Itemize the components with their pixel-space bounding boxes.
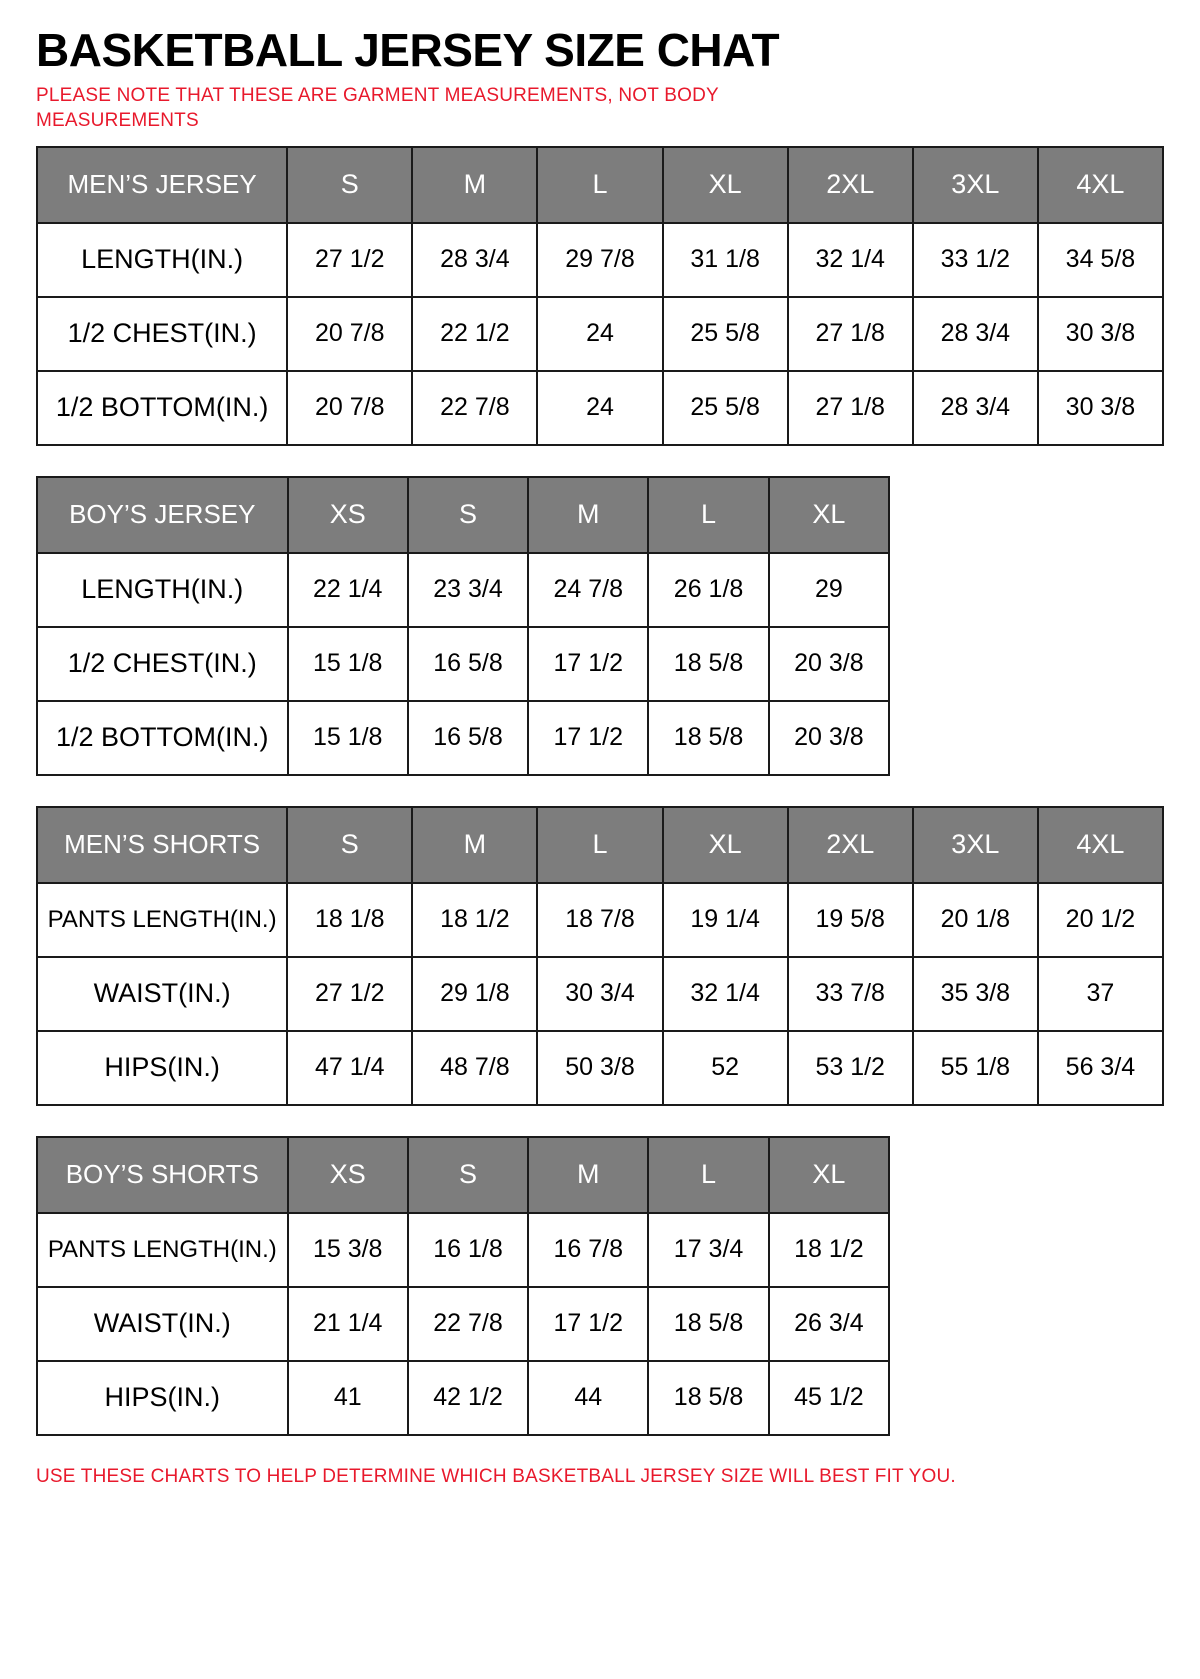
table-corner-label: BOY’S JERSEY bbox=[37, 477, 288, 553]
column-header-size: 4XL bbox=[1038, 807, 1163, 883]
cell-value: 16 7/8 bbox=[528, 1213, 648, 1287]
cell-value: 42 1/2 bbox=[408, 1361, 528, 1435]
cell-value: 26 3/4 bbox=[769, 1287, 889, 1361]
column-header-size: M bbox=[412, 147, 537, 223]
cell-value: 31 1/8 bbox=[663, 223, 788, 297]
row-label: WAIST(IN.) bbox=[37, 957, 287, 1031]
table-row bbox=[37, 883, 1163, 957]
cell-value: 18 5/8 bbox=[648, 627, 768, 701]
cell-value: 22 1/4 bbox=[288, 553, 408, 627]
column-header-size: 3XL bbox=[913, 147, 1038, 223]
cell-value: 32 1/4 bbox=[663, 957, 788, 1031]
column-header-size: XL bbox=[769, 1137, 889, 1213]
cell-value: 32 1/4 bbox=[788, 223, 913, 297]
table-row bbox=[37, 627, 889, 701]
table-row bbox=[37, 957, 1163, 1031]
cell-value: 27 1/2 bbox=[287, 223, 412, 297]
column-header-size: XL bbox=[663, 807, 788, 883]
cell-value: 16 1/8 bbox=[408, 1213, 528, 1287]
table-mens-shorts bbox=[36, 806, 1164, 1106]
table-row bbox=[37, 223, 1163, 297]
column-header-size: L bbox=[537, 807, 662, 883]
table-row bbox=[37, 1287, 889, 1361]
cell-value: 18 1/8 bbox=[287, 883, 412, 957]
cell-value: 48 7/8 bbox=[412, 1031, 537, 1105]
column-header-size: XL bbox=[769, 477, 889, 553]
cell-value: 53 1/2 bbox=[788, 1031, 913, 1105]
table-boys-jersey bbox=[36, 476, 890, 776]
cell-value: 16 5/8 bbox=[408, 627, 528, 701]
cell-value: 18 1/2 bbox=[769, 1213, 889, 1287]
cell-value: 30 3/4 bbox=[537, 957, 662, 1031]
table-row bbox=[37, 371, 1163, 445]
column-header-size: M bbox=[528, 1137, 648, 1213]
cell-value: 29 bbox=[769, 553, 889, 627]
table-row bbox=[37, 1031, 1163, 1105]
cell-value: 52 bbox=[663, 1031, 788, 1105]
cell-value: 21 1/4 bbox=[288, 1287, 408, 1361]
cell-value: 17 1/2 bbox=[528, 1287, 648, 1361]
measurement-note: PLEASE NOTE THAT THESE ARE GARMENT MEASUREMENTS, NOT BODY MEASUREMENTS bbox=[36, 85, 719, 131]
cell-value: 33 7/8 bbox=[788, 957, 913, 1031]
cell-value: 15 1/8 bbox=[288, 701, 408, 775]
column-header-size: L bbox=[648, 1137, 768, 1213]
cell-value: 20 7/8 bbox=[287, 371, 412, 445]
table-header-row bbox=[37, 477, 889, 553]
cell-value: 18 1/2 bbox=[412, 883, 537, 957]
cell-value: 44 bbox=[528, 1361, 648, 1435]
cell-value: 19 5/8 bbox=[788, 883, 913, 957]
cell-value: 16 5/8 bbox=[408, 701, 528, 775]
column-header-size: 3XL bbox=[913, 807, 1038, 883]
cell-value: 18 5/8 bbox=[648, 701, 768, 775]
cell-value: 25 5/8 bbox=[663, 371, 788, 445]
cell-value: 20 3/8 bbox=[769, 627, 889, 701]
table-row bbox=[37, 1213, 889, 1287]
row-label: HIPS(IN.) bbox=[37, 1031, 287, 1105]
column-header-size: M bbox=[412, 807, 537, 883]
column-header-size: S bbox=[408, 477, 528, 553]
cell-value: 56 3/4 bbox=[1038, 1031, 1163, 1105]
cell-value: 26 1/8 bbox=[648, 553, 768, 627]
cell-value: 18 5/8 bbox=[648, 1361, 768, 1435]
column-header-size: S bbox=[287, 147, 412, 223]
cell-value: 29 1/8 bbox=[412, 957, 537, 1031]
cell-value: 28 3/4 bbox=[913, 297, 1038, 371]
cell-value: 20 1/2 bbox=[1038, 883, 1163, 957]
column-header-size: 2XL bbox=[788, 807, 913, 883]
cell-value: 15 3/8 bbox=[288, 1213, 408, 1287]
cell-value: 34 5/8 bbox=[1038, 223, 1163, 297]
cell-value: 19 1/4 bbox=[663, 883, 788, 957]
cell-value: 24 bbox=[537, 297, 662, 371]
column-header-size: XS bbox=[288, 1137, 408, 1213]
cell-value: 27 1/8 bbox=[788, 297, 913, 371]
cell-value: 23 3/4 bbox=[408, 553, 528, 627]
row-label: PANTS LENGTH(IN.) bbox=[37, 883, 287, 957]
column-header-size: S bbox=[287, 807, 412, 883]
table-corner-label: BOY’S SHORTS bbox=[37, 1137, 288, 1213]
table-row bbox=[37, 1361, 889, 1435]
cell-value: 55 1/8 bbox=[913, 1031, 1038, 1105]
cell-value: 29 7/8 bbox=[537, 223, 662, 297]
row-label: 1/2 CHEST(IN.) bbox=[37, 297, 287, 371]
cell-value: 18 5/8 bbox=[648, 1287, 768, 1361]
cell-value: 41 bbox=[288, 1361, 408, 1435]
cell-value: 30 3/8 bbox=[1038, 297, 1163, 371]
column-header-size: XS bbox=[288, 477, 408, 553]
cell-value: 20 3/8 bbox=[769, 701, 889, 775]
table-mens-jersey bbox=[36, 146, 1164, 446]
column-header-size: S bbox=[408, 1137, 528, 1213]
cell-value: 35 3/8 bbox=[913, 957, 1038, 1031]
column-header-size: L bbox=[537, 147, 662, 223]
cell-value: 17 3/4 bbox=[648, 1213, 768, 1287]
row-label: HIPS(IN.) bbox=[37, 1361, 288, 1435]
cell-value: 37 bbox=[1038, 957, 1163, 1031]
table-corner-label: MEN’S JERSEY bbox=[37, 147, 287, 223]
row-label: LENGTH(IN.) bbox=[37, 223, 287, 297]
cell-value: 22 7/8 bbox=[408, 1287, 528, 1361]
row-label: WAIST(IN.) bbox=[37, 1287, 288, 1361]
cell-value: 33 1/2 bbox=[913, 223, 1038, 297]
cell-value: 17 1/2 bbox=[528, 701, 648, 775]
table-row bbox=[37, 297, 1163, 371]
table-header-row bbox=[37, 1137, 889, 1213]
cell-value: 24 7/8 bbox=[528, 553, 648, 627]
cell-value: 22 1/2 bbox=[412, 297, 537, 371]
column-header-size: 4XL bbox=[1038, 147, 1163, 223]
cell-value: 47 1/4 bbox=[287, 1031, 412, 1105]
cell-value: 50 3/8 bbox=[537, 1031, 662, 1105]
row-label: PANTS LENGTH(IN.) bbox=[37, 1213, 288, 1287]
cell-value: 20 7/8 bbox=[287, 297, 412, 371]
cell-value: 20 1/8 bbox=[913, 883, 1038, 957]
footer-note: USE THESE CHARTS TO HELP DETERMINE WHICH BASKETBALL JERSEY SIZE WILL BEST FIT YOU. bbox=[36, 1465, 956, 1487]
cell-value: 18 7/8 bbox=[537, 883, 662, 957]
table-row bbox=[37, 553, 889, 627]
column-header-size: L bbox=[648, 477, 768, 553]
page-title: BASKETBALL JERSEY SIZE CHAT bbox=[36, 24, 780, 76]
table-row bbox=[37, 701, 889, 775]
column-header-size: M bbox=[528, 477, 648, 553]
cell-value: 30 3/8 bbox=[1038, 371, 1163, 445]
table-boys-shorts bbox=[36, 1136, 890, 1436]
table-corner-label: MEN’S SHORTS bbox=[37, 807, 287, 883]
cell-value: 27 1/8 bbox=[788, 371, 913, 445]
cell-value: 28 3/4 bbox=[913, 371, 1038, 445]
cell-value: 17 1/2 bbox=[528, 627, 648, 701]
row-label: 1/2 CHEST(IN.) bbox=[37, 627, 288, 701]
cell-value: 28 3/4 bbox=[412, 223, 537, 297]
cell-value: 45 1/2 bbox=[769, 1361, 889, 1435]
column-header-size: XL bbox=[663, 147, 788, 223]
cell-value: 25 5/8 bbox=[663, 297, 788, 371]
cell-value: 15 1/8 bbox=[288, 627, 408, 701]
row-label: 1/2 BOTTOM(IN.) bbox=[37, 371, 287, 445]
row-label: 1/2 BOTTOM(IN.) bbox=[37, 701, 288, 775]
row-label: LENGTH(IN.) bbox=[37, 553, 288, 627]
cell-value: 27 1/2 bbox=[287, 957, 412, 1031]
cell-value: 24 bbox=[537, 371, 662, 445]
column-header-size: 2XL bbox=[788, 147, 913, 223]
cell-value: 22 7/8 bbox=[412, 371, 537, 445]
table-header-row bbox=[37, 147, 1163, 223]
table-header-row bbox=[37, 807, 1163, 883]
